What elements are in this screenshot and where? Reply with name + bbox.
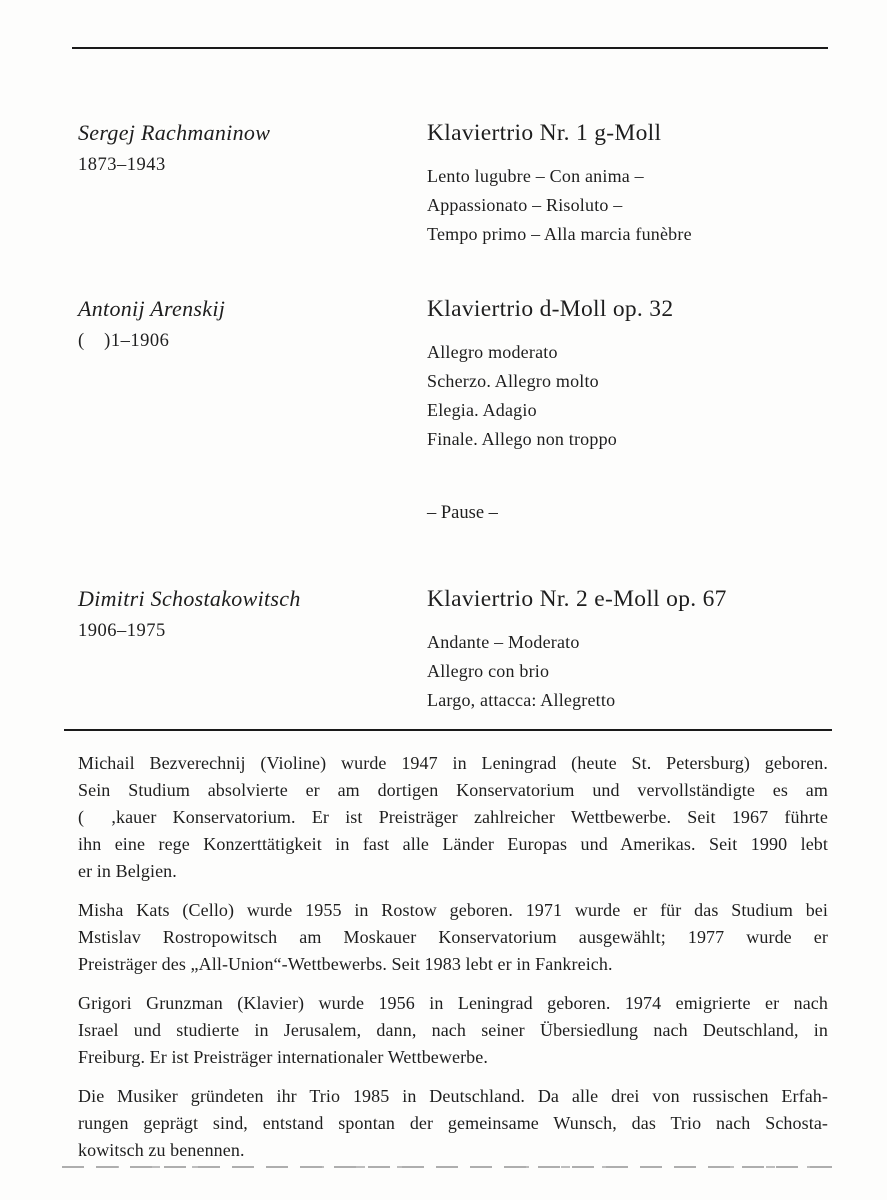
- composer-name: Sergej Rachmaninow: [78, 120, 271, 145]
- movement-line: Appassionato – Risoluto –: [427, 195, 623, 215]
- movement-list: [427, 338, 857, 454]
- movement-list: [427, 162, 857, 249]
- bio-paragraph-violin: [78, 750, 828, 885]
- bio-paragraph-cello: [78, 897, 828, 978]
- movement-line: Elegia. Adagio: [427, 400, 537, 420]
- movement-line: Finale. Allego non troppo: [427, 429, 617, 449]
- bio-line: Israel und studierte in Jerusalem, dann, nach seiner Übersiedlung nach Deutschland, in: [78, 1020, 828, 1040]
- bio-line: ihn eine rege Konzerttätigkeit in fast alle Länder Europas und Amerikas. Seit 1990 lebt: [78, 834, 828, 854]
- composer-dates: ( )1–1906: [78, 331, 170, 351]
- movement-line: Andante – Moderato: [427, 632, 580, 652]
- movement-line: Allegro con brio: [427, 661, 550, 681]
- movement-line: Scherzo. Allegro molto: [427, 371, 599, 391]
- bio-line: Misha Kats (Cello) wurde 1955 in Rostow geboren. 1971 wurde er für das Studium bei: [78, 900, 828, 920]
- bio-line: kowitsch zu benennen.: [78, 1140, 245, 1160]
- biography-section: [78, 750, 828, 1176]
- page-edge-artifact: [62, 1166, 836, 1168]
- pause-label: – Pause –: [427, 503, 498, 523]
- movement-line: Allegro moderato: [427, 342, 558, 362]
- composer-name: Antonij Arenskij: [78, 296, 226, 321]
- bio-paragraph-trio: [78, 1083, 828, 1164]
- movement-line: Largo, attacca: Allegretto: [427, 690, 616, 710]
- bio-line: Sein Studium absolvierte er am dortigen Konservatorium und vervollständigte es am: [78, 780, 828, 800]
- bio-line: er in Belgien.: [78, 861, 177, 881]
- movement-line: Lento lugubre – Con anima –: [427, 166, 644, 186]
- bio-line: Freiburg. Er ist Preisträger internationaler Wettbewerbe.: [78, 1047, 488, 1067]
- work-title: Klaviertrio Nr. 2 e-Moll op. 67: [427, 586, 727, 612]
- section-divider: [64, 729, 832, 731]
- work-title: Klaviertrio Nr. 1 g-Moll: [427, 120, 662, 146]
- top-rule: [72, 47, 828, 49]
- bio-line: rungen geprägt sind, entstand spontan der gemeinsame Wunsch, das Trio nach Schosta-: [78, 1113, 828, 1133]
- work-title: Klaviertrio d-Moll op. 32: [427, 296, 674, 322]
- bio-line: ( ,kauer Konservatorium. Er ist Preisträger zahlreicher Wettbewerbe. Seit 1967 führte: [78, 807, 828, 827]
- bio-paragraph-piano: [78, 990, 828, 1071]
- bio-line: Preisträger des „All-Union“-Wettbewerbs. Seit 1983 lebt er in Fankreich.: [78, 954, 613, 974]
- composer-dates: 1873–1943: [78, 155, 166, 175]
- bio-line: Michail Bezverechnij (Violine) wurde 1947 in Leningrad (heute St. Petersburg) geboren.: [78, 753, 828, 773]
- bio-line: Grigori Grunzman (Klavier) wurde 1956 in Leningrad geboren. 1974 emigrierte er nach: [78, 993, 828, 1013]
- bio-line: Die Musiker gründeten ihr Trio 1985 in Deutschland. Da alle drei von russischen Erfah-: [78, 1086, 828, 1106]
- composer-name: Dimitri Schostakowitsch: [78, 586, 301, 611]
- movement-line: Tempo primo – Alla marcia funèbre: [427, 224, 692, 244]
- bio-line: Mstislav Rostropowitsch am Moskauer Konservatorium ausgewählt; 1977 wurde er: [78, 927, 828, 947]
- movement-list: [427, 628, 857, 715]
- composer-dates: 1906–1975: [78, 621, 166, 641]
